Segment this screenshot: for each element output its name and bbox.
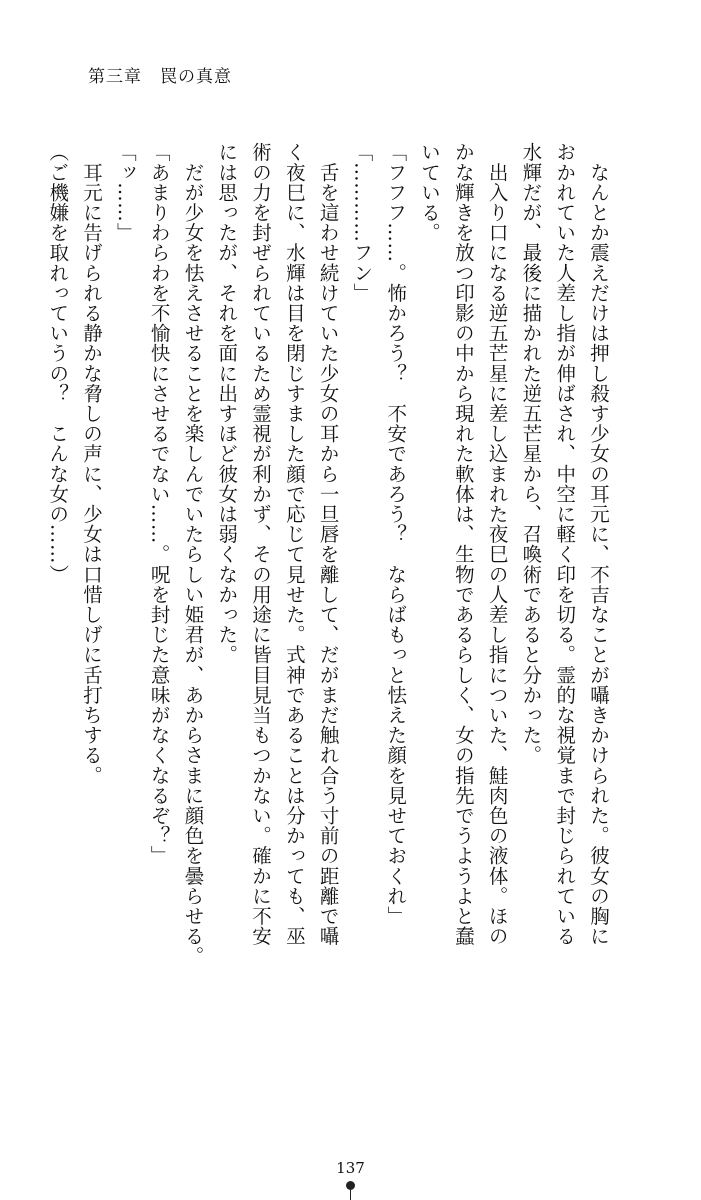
text-line: 「ッ……」 [113, 142, 137, 243]
text-line: 出入り口になる逆五芒星に差し込まれた夜巳の人差し指についた、鮭肉色の液体。ほの [485, 142, 509, 946]
text-line: （ご機嫌を取れっていうの？ こんな女の……） [46, 142, 70, 585]
text-line: 「フフフ……。怖かろう？ 不安であろう？ ならばもっと怯えた顔を見せておくれ」 [384, 142, 408, 926]
text-line: かな輝きを放つ印影の中から現れた軟体は、生物であるらしく、女の指先でうようよと蠢 [451, 142, 475, 946]
text-line: 「あまりわらわを不愉快にさせるでない……。呪を封じた意味がなくなるぞ？」 [147, 142, 171, 866]
text-line: 耳元に告げられる静かな脅しの声に、少女は口惜しげに舌打ちする。 [80, 142, 104, 786]
text-line: いている。 [418, 142, 442, 243]
text-line: だが少女を怯えさせることを楽しんでいたらしい姫君が、あからさまに顔色を曇らせる。 [181, 142, 205, 967]
text-line: 水輝だが、最後に描かれた逆五芒星から、召喚術であると分かった。 [519, 142, 543, 766]
text-line: 「…………フン」 [350, 142, 374, 303]
text-line: なんとか震えだけは押し殺す少女の耳元に、不吉なことが囁きかけられた。彼女の胸に [587, 142, 610, 946]
text-line: おかれていた人差し指が伸ばされ、中空に軽く印を切る。霊的な視覚まで封じられている [553, 142, 577, 946]
text-line: 舌を這わせ続けていた少女の耳から一旦唇を離して、だがまだ触れ合う寸前の距離で囁 [316, 142, 340, 946]
page-number: 137 [336, 1159, 365, 1177]
text-line: 術の力を封ぜられているため霊視が利かず、その用途に皆目見当もつかない。確かに不安 [249, 142, 273, 946]
running-head: 第三章 罠の真意 [88, 67, 232, 87]
body-text [46, 142, 615, 1102]
text-line: く夜巳に、水輝は目を閉じすました顔で応じて見せた。式神であることは分かっても、巫 [282, 142, 306, 946]
page-ornament-icon [345, 1180, 356, 1191]
text-line: には思ったが、それを面に出すほど彼女は弱くなかった。 [215, 142, 239, 665]
